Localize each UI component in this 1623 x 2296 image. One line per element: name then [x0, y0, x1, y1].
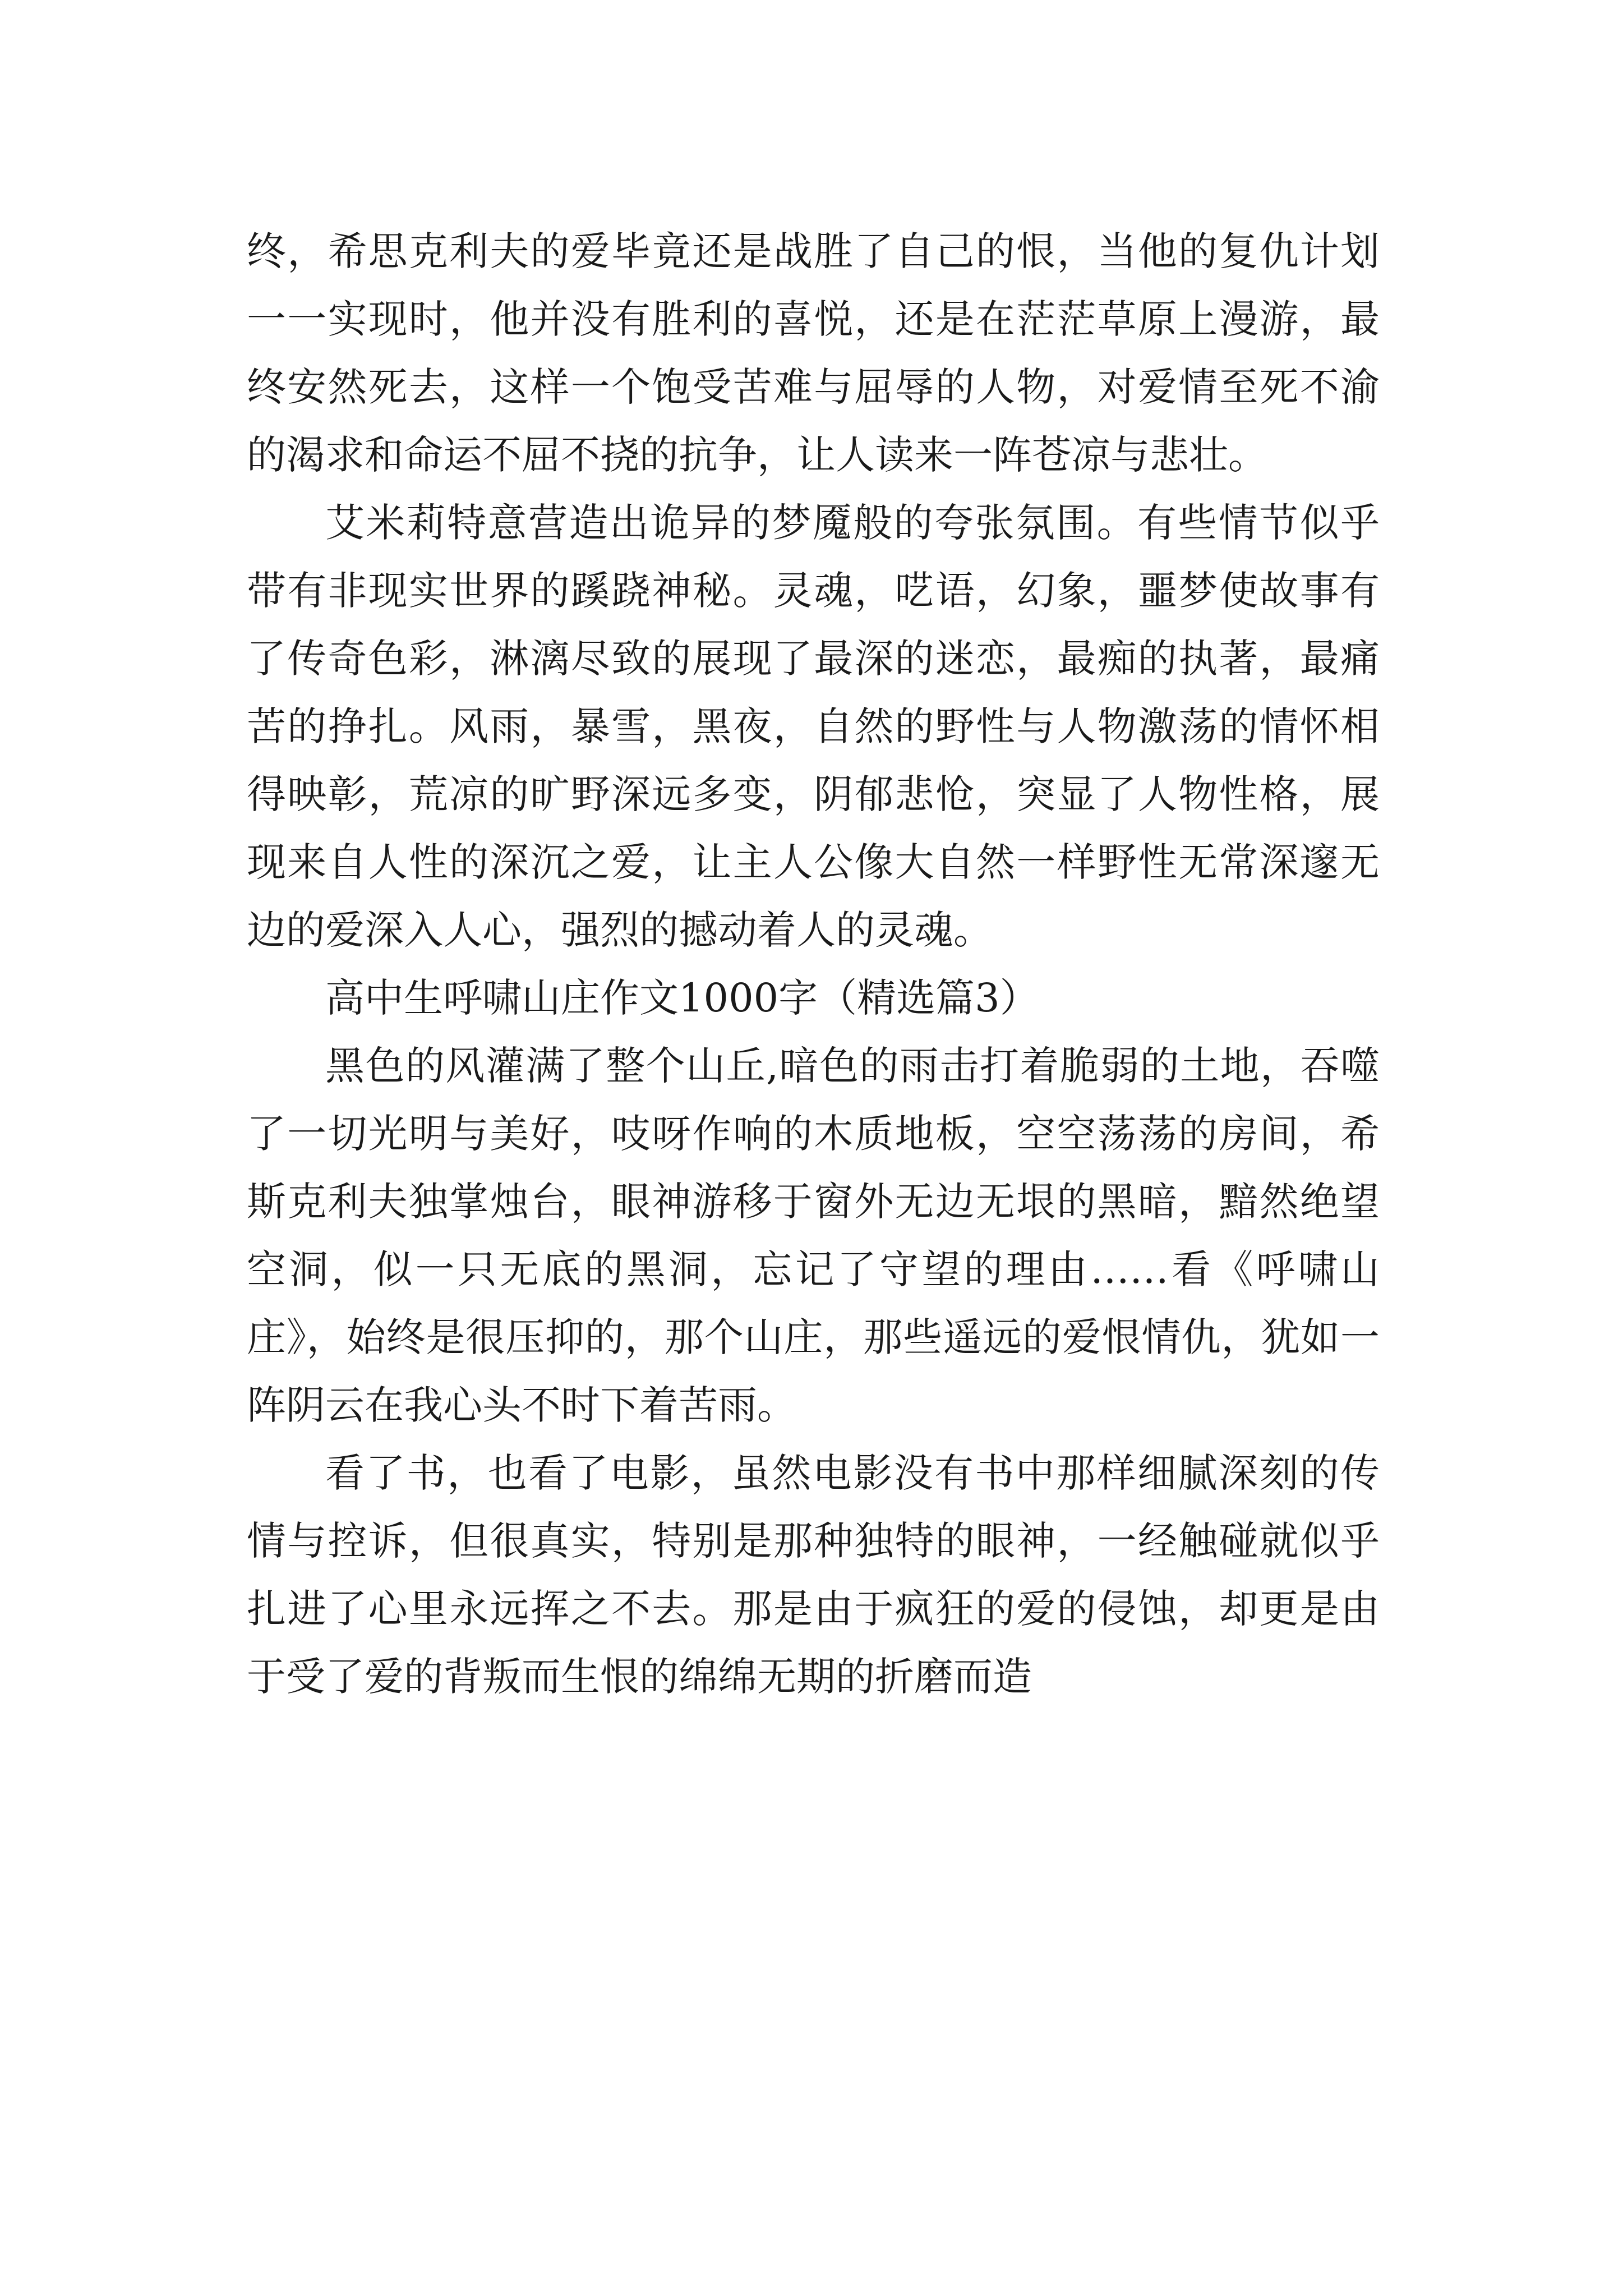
section-heading: 高中生呼啸山庄作文1000字（精选篇3）: [325, 975, 1039, 1021]
paragraph-black-wind: 黑色的风灌满了整个山丘,暗色的雨击打着脆弱的土地，吞噬了一切光明与美好，吱呀作响的木质地板，空空荡荡的房间，希斯克利夫独掌烛台，眼神游移于窗外无边无垠的黑暗，黯然绝望空洞，似一只无底的黑洞，忘记了守望的理由……看《呼啸山庄》，始终是很压抑的，那个山庄，那些遥远的爱恨情仇，犹如一阵阴云在我心头不时下着苦雨。: [247, 1043, 1380, 1428]
document-body: [247, 218, 1380, 1711]
paragraph-atmosphere: 艾米莉特意营造出诡异的梦魇般的夸张氛围。有些情节似乎带有非现实世界的蹊跷神秘。灵魂，呓语，幻象，噩梦使故事有了传奇色彩，淋漓尽致的展现了最深的迷恋，最痴的执著，最痛苦的挣扎。风雨，暴雪，黑夜，自然的野性与人物激荡的情怀相得映彰，荒凉的旷野深远多变，阴郁悲怆，突显了人物性格，展现来自人性的深沉之爱，让主人公像大自然一样野性无常深邃无边的爱深入人心，强烈的撼动着人的灵魂。: [247, 500, 1380, 953]
paragraph-continuation: 终，希思克利夫的爱毕竟还是战胜了自己的恨，当他的复仇计划一一实现时，他并没有胜利的喜悦，还是在茫茫草原上漫游，最终安然死去，这样一个饱受苦难与屈辱的人物，对爱情至死不渝的渴求和命运不屈不挠的抗争，让人读来一阵苍凉与悲壮。: [247, 228, 1380, 478]
paragraph-book-and-film: 看了书，也看了电影，虽然电影没有书中那样细腻深刻的传情与控诉，但很真实，特别是那种独特的眼神，一经触碰就似乎扎进了心里永远挥之不去。那是由于疯狂的爱的侵蚀，却更是由于受了爱的背叛而生恨的绵绵无期的折磨而造: [247, 1450, 1380, 1700]
